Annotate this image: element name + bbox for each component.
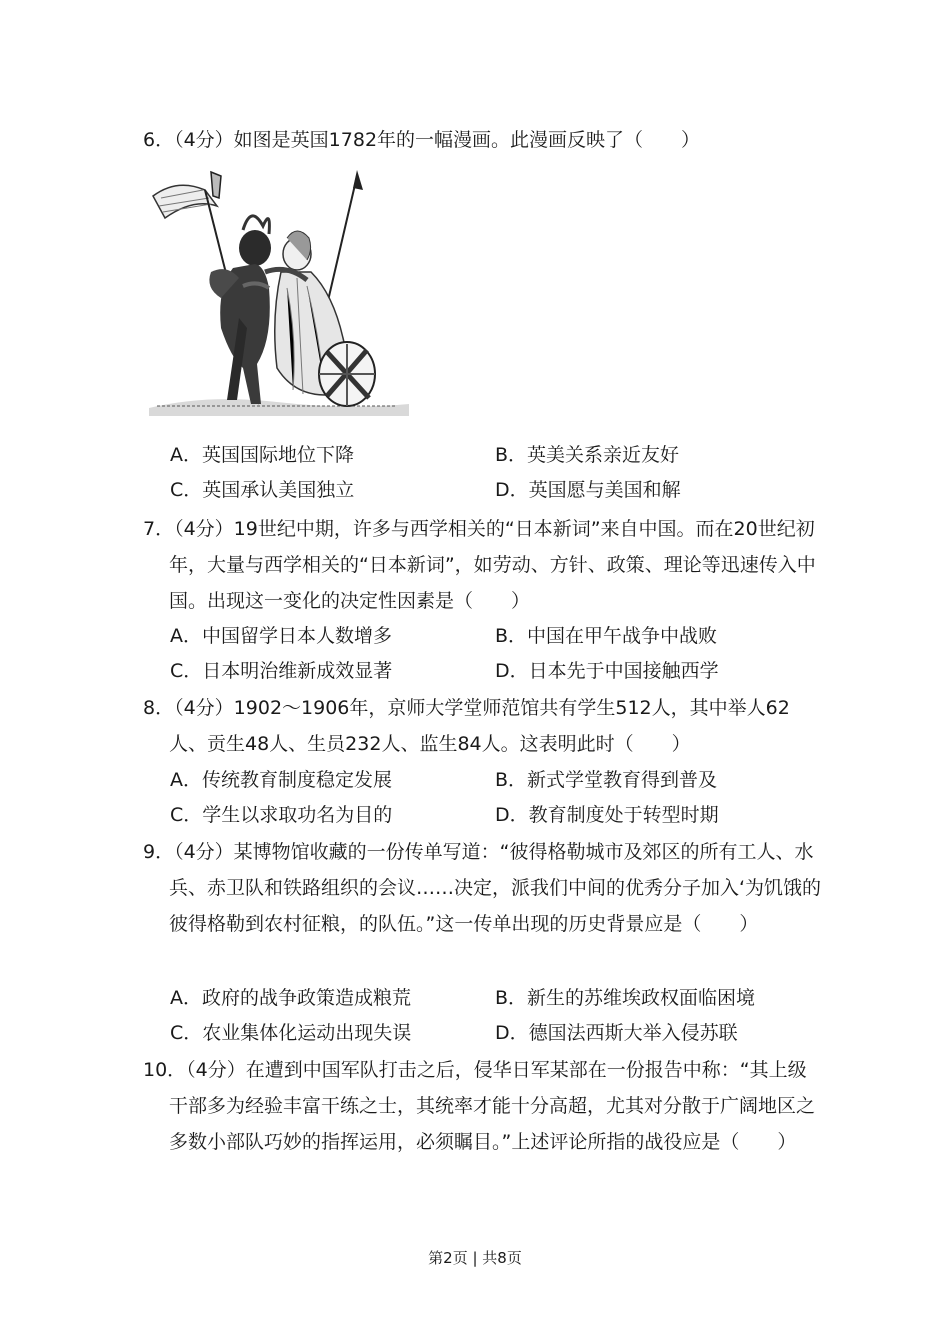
option-a[interactable]: A．中国留学日本人数增多 [170, 625, 392, 647]
question-stem: 6．（4分）如图是英国1782年的一幅漫画。此漫画反映了（ ） [143, 129, 701, 151]
cartoon-image [147, 168, 412, 420]
option-c[interactable]: C．日本明治维新成效显著 [170, 660, 393, 682]
option-a[interactable]: A．政府的战争政策造成粮荒 [170, 987, 411, 1009]
option-b[interactable]: B．新式学堂教育得到普及 [495, 769, 718, 791]
question-9-options [170, 981, 810, 1051]
question-stem: 9．（4分）某博物馆收藏的一份传单写道：“彼得格勒城市及郊区的所有工人、水兵、赤卫队和铁路组织的会议……决定，派我们中间的优秀分子加入‘为饥饿的彼得格勒到农村征粮，的队伍。”这一传单出现的历史背景应是（ ） [143, 841, 822, 935]
question-stem: 10．（4分）在遭到中国军队打击之后，侵华日军某部在一份报告中称：“其上级干部多为经验丰富干练之士，其统率才能十分高超，尤其对分散于广阔地区之多数小部队巧妙的指挥运用，必须瞩目。”上述评论所指的战役应是（ ） [143, 1059, 816, 1153]
option-a[interactable]: A．英国国际地位下降 [170, 444, 354, 466]
option-a[interactable]: A．传统教育制度稳定发展 [170, 769, 392, 791]
option-c[interactable]: C．英国承认美国独立 [170, 479, 355, 501]
option-c[interactable]: C．农业集体化运动出现失误 [170, 1022, 412, 1044]
question-stem: 8．（4分）1902～1906年，京师大学堂师范馆共有学生512人，其中举人62人、贡生48人、生员232人、监生84人。这表明此时（ ） [143, 697, 790, 755]
option-d[interactable]: D．德国法西斯大举入侵苏联 [495, 1022, 738, 1044]
question-7-options [170, 619, 810, 689]
option-d[interactable]: D．教育制度处于转型时期 [495, 804, 719, 826]
question-stem: 7．（4分）19世纪中期，许多与西学相关的“日本新词”来自中国。而在20世纪初年，大量与西学相关的“日本新词”，如劳动、方针、政策、理论等迅速传入中国。出现这一变化的决定性因素是（ ） [143, 518, 816, 612]
option-b[interactable]: B．中国在甲午战争中战败 [495, 625, 718, 647]
question-6-options [170, 438, 810, 508]
option-d[interactable]: D．日本先于中国接触西学 [495, 660, 719, 682]
option-d[interactable]: D．英国愿与美国和解 [495, 479, 681, 501]
question-8 [143, 690, 823, 762]
option-b[interactable]: B．英美关系亲近友好 [495, 444, 680, 466]
option-c[interactable]: C．学生以求取功名为目的 [170, 804, 393, 826]
question-6 [143, 122, 823, 158]
question-9 [143, 834, 823, 942]
question-8-options [170, 763, 810, 833]
question-7 [143, 511, 823, 619]
question-10 [143, 1052, 823, 1160]
page-footer: 第2页 | 共8页 [428, 1249, 522, 1267]
option-b[interactable]: B．新生的苏维埃政权面临困境 [495, 987, 756, 1009]
